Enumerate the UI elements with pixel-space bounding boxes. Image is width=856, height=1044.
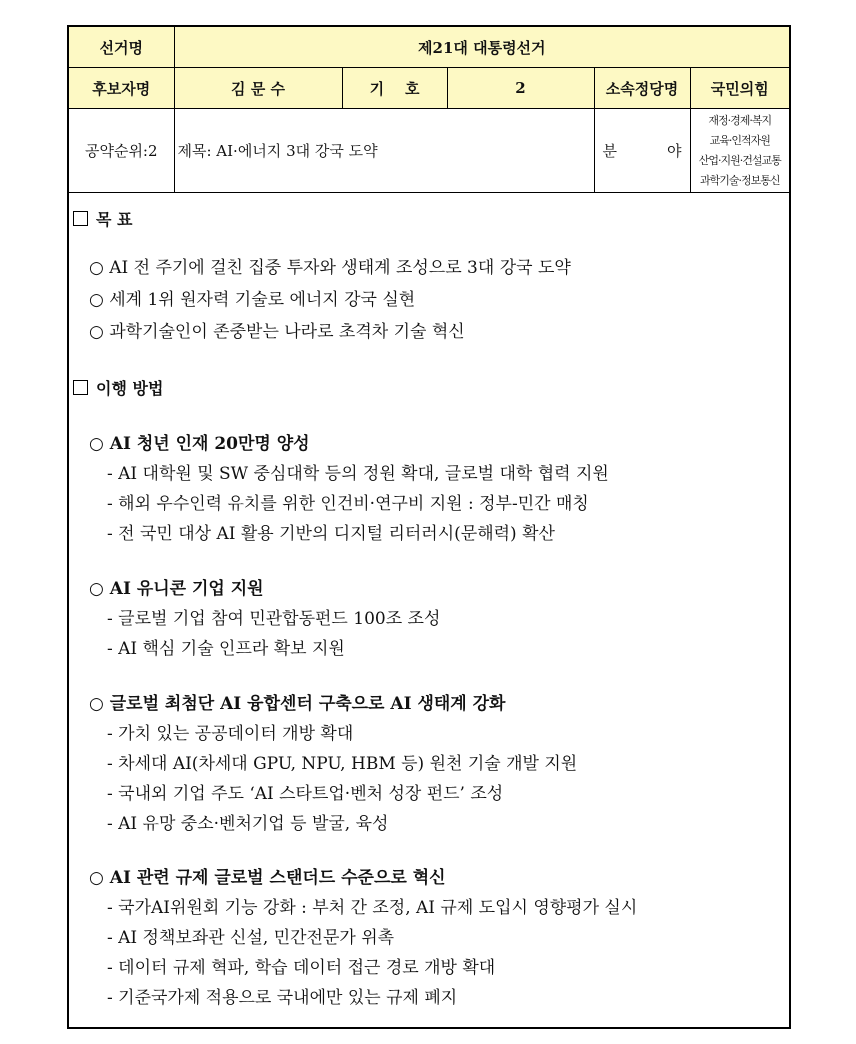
pledge-header-table [69,27,789,193]
method-item: - 글로벌 기업 참여 민관합동펀드 100조 조성 [107,609,441,629]
party-label: 소속정당명 [594,68,690,109]
method-heading: ○ AI 관련 규제 글로벌 스탠더드 수준으로 혁신 [89,868,446,888]
method-item: - AI 정책보좌관 신설, 민간전문가 위촉 [107,928,395,948]
method-item: - 국가AI위원회 기능 강화 : 부처 간 조정, AI 규제 도입시 영향평가 실시 [107,898,638,918]
field-value: 재정·경제·복지 [708,113,772,127]
goal-item: ○ AI 전 주기에 걸친 집중 투자와 생태계 조성으로 3대 강국 도약 [89,258,571,278]
field-value: 산업·지원·건설교통 [698,153,781,167]
party-value: 국민의힘 [690,68,789,109]
pledge-document [67,25,791,1029]
methods-title-text: 이행 방법 [96,379,164,398]
pledge-rank: 공약순위:2 [69,109,174,193]
goals-title-text: 목 표 [96,210,133,229]
field-label-a: 분 [602,142,617,160]
pledge-title: 제목: AI·에너지 3대 강국 도약 [174,109,594,193]
number-label: 기 호 [342,68,447,109]
method-item: - 기준국가제 적용으로 국내에만 있는 규제 폐지 [107,988,458,1008]
method-item: - 국내외 기업 주도 ‘AI 스타트업·벤처 성장 펀드’ 조성 [107,784,504,804]
method-heading: ○ AI 유니콘 기업 지원 [89,579,264,599]
method-item: - 해외 우수인력 유치를 위한 인건비·연구비 지원 : 정부-민간 매칭 [107,494,589,514]
number-value: 2 [447,68,594,109]
candidate-label: 후보자명 [69,68,174,109]
election-label: 선거명 [69,27,174,68]
field-value: 과학기술·정보통신 [700,173,780,187]
field-label [594,109,690,193]
methods-section-title [69,376,163,399]
candidate-value: 김 문 수 [174,68,342,109]
checkbox-square-icon [73,380,88,395]
method-item: - 전 국민 대상 AI 활용 기반의 디지털 리터러시(문해력) 확산 [107,524,555,544]
goal-item: ○ 과학기술인이 존중받는 나라로 초격차 기술 혁신 [89,322,465,342]
method-heading: ○ 글로벌 최첨단 AI 융합센터 구축으로 AI 생태계 강화 [89,694,506,714]
method-item: - 차세대 AI(차세대 GPU, NPU, HBM 등) 원천 기술 개발 지원 [107,754,578,774]
election-value: 제21대 대통령선거 [174,27,789,68]
method-item: - AI 대학원 및 SW 중심대학 등의 정원 확대, 글로벌 대학 협력 지원 [107,464,609,484]
goal-item: ○ 세계 1위 원자력 기술로 에너지 강국 실현 [89,290,416,310]
checkbox-square-icon [73,211,88,226]
method-item: - 데이터 규제 혁파, 학습 데이터 접근 경로 개방 확대 [107,958,496,978]
goals-section-title [69,207,132,230]
field-values [690,109,789,193]
method-item: - AI 유망 중소·벤처기업 등 발굴, 육성 [107,814,389,834]
field-label-b: 야 [667,142,682,160]
field-value: 교육·인적자원 [709,133,770,147]
method-heading: ○ AI 청년 인재 20만명 양성 [89,434,310,454]
method-item: - 가치 있는 공공데이터 개방 확대 [107,724,354,744]
method-item: - AI 핵심 기술 인프라 확보 지원 [107,639,345,659]
